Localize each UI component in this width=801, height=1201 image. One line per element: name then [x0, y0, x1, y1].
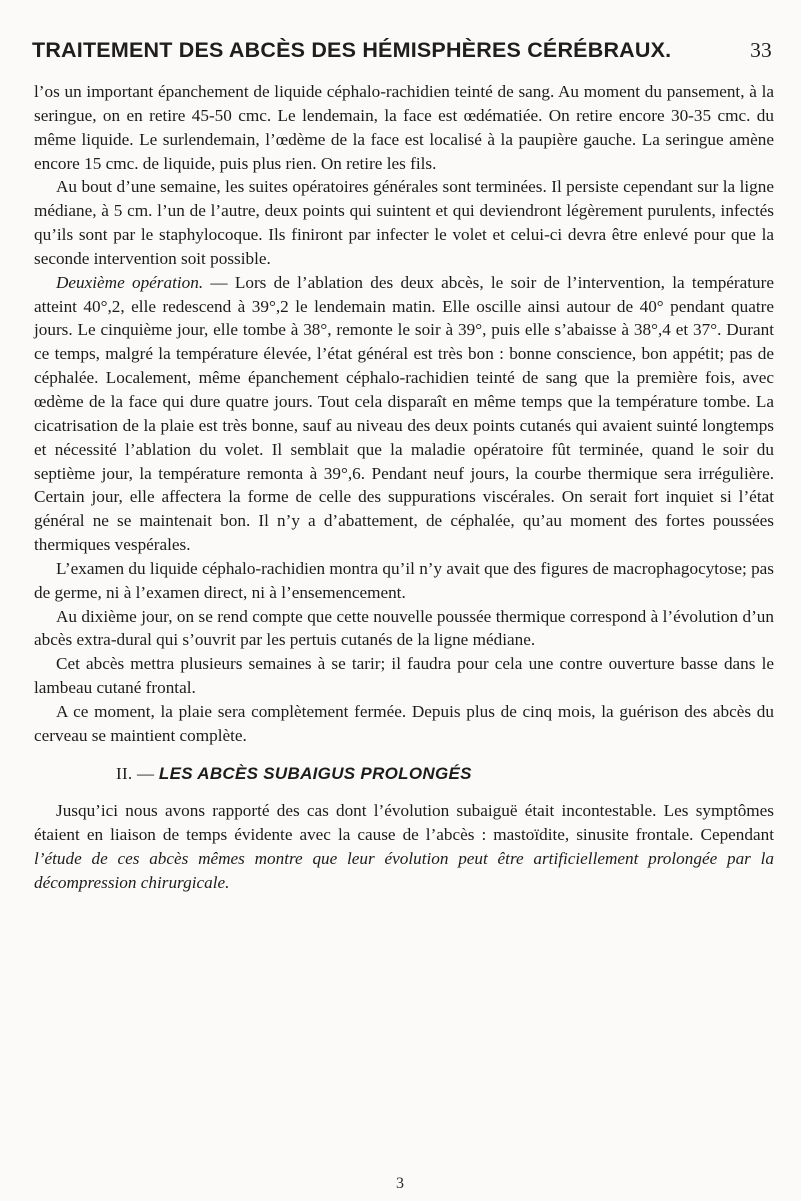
paragraph: Cet abcès mettra plusieurs semaines à se tarir; il faudra pour cela une contre ouverture basse dans le lambeau cutané frontal. [34, 654, 774, 698]
paragraph: Deuxième opération. — Lors de l’ablation des deux abcès, le soir de l’intervention, la température atteint 40°,2, elle redescend à 39°,2 le lendemain matin. Elle oscille ainsi autour de 40° pendant quatre jours. Le cinquième jour, elle tombe à 38°, remonte le soir à 39°, puis elle s’abaisse à 38°,4 et 37°. Durant ce temps, malgré la température élevée, l’état général est très bon : bonne conscience, bon appétit; pas de céphalée. Localement, même épanchement céphalo-rachidien teinté de sang que la première fois, avec œdème de la face qui dure quatre jours. Tout cela disparaît en même temps que la température tombe. La cicatrisation de la plaie est très bonne, sauf au niveau des deux points cutanés qui avaient suinté longtemps et nécessité l’ablation du volet. Il semblait que la maladie opératoire fût terminée, quand le soir du septième jour, la température remonta à 39°,6. Pendant neuf jours, la courbe thermique sera irrégulière. Certain jour, elle affectera la forme de celle des suppurations viscérales. On serait fort inquiet si l’état général ne se maintenait bon. Il n’y a d’abattement, de céphalée, qu’au moment des fortes poussées thermiques vespérales. [34, 272, 774, 555]
paragraph-lead: Deuxième opération. [56, 272, 204, 292]
paragraph: L’examen du liquide céphalo-rachidien montra qu’il n’y avait que des figures de macrophagocytose; pas de germe, ni à l’examen direct, ni à l’ensemencement. [34, 558, 774, 602]
running-header [32, 38, 772, 68]
section-title: LES ABCÈS SUBAIGUS PROLONGÉS [158, 763, 472, 783]
paragraph: Au bout d’une semaine, les suites opératoires générales sont terminées. Il persiste cependant sur la ligne médiane, à 5 cm. l’un de l’autre, deux points qui suintent et qui deviendront légèrement purulents, infectés qu’ils sont par le staphylocoque. Ils finiront par infecter le volet et celui-ci devra être enlevé pour que la seconde intervention soit possible. [34, 177, 774, 268]
paragraph: Au dixième jour, on se rend compte que cette nouvelle poussée thermique correspond à l’évolution d’un abcès extra-dural qui s’ouvrit par les pertuis cutanés de la ligne médiane. [34, 606, 774, 650]
paragraph: l’os un important épanchement de liquide céphalo-rachidien teinté de sang. Au moment du pansement, à la seringue, on en retire 45-50 cmc. Le lendemain, la face est œdématiée. On retire encore 30-35 cmc. du même liquide. Le surlendemain, l’œdème de la face est localisé à la paupière gauche. La seringue amène encore 15 cmc. de liquide, puis plus rien. On retire les fils. [34, 82, 774, 173]
section-heading: II. — LES ABCÈS SUBAIGUS PROLONGÉS [116, 763, 472, 783]
paragraph: Jusqu’ici nous avons rapporté des cas dont l’évolution subaiguë était incontestable. Les symptômes étaient en liaison de temps évidente avec la cause de l’abcès : mastoïdite, sinusite frontale. Cependant l’étude de ces abcès mêmes montre que leur évolution peut être artificiellement prolongée par la décompression chirurgicale. [34, 801, 774, 892]
body-text [34, 80, 774, 895]
header-page-number: 33 [750, 38, 772, 62]
running-title: TRAITEMENT DES ABCÈS DES HÉMISPHÈRES CÉRÉBRAUX. [32, 38, 672, 62]
footer-page-number: 3 [396, 1175, 404, 1192]
paragraph: A ce moment, la plaie sera complètement fermée. Depuis plus de cinq mois, la guérison des abcès du cerveau se maintient complète. [34, 701, 774, 745]
